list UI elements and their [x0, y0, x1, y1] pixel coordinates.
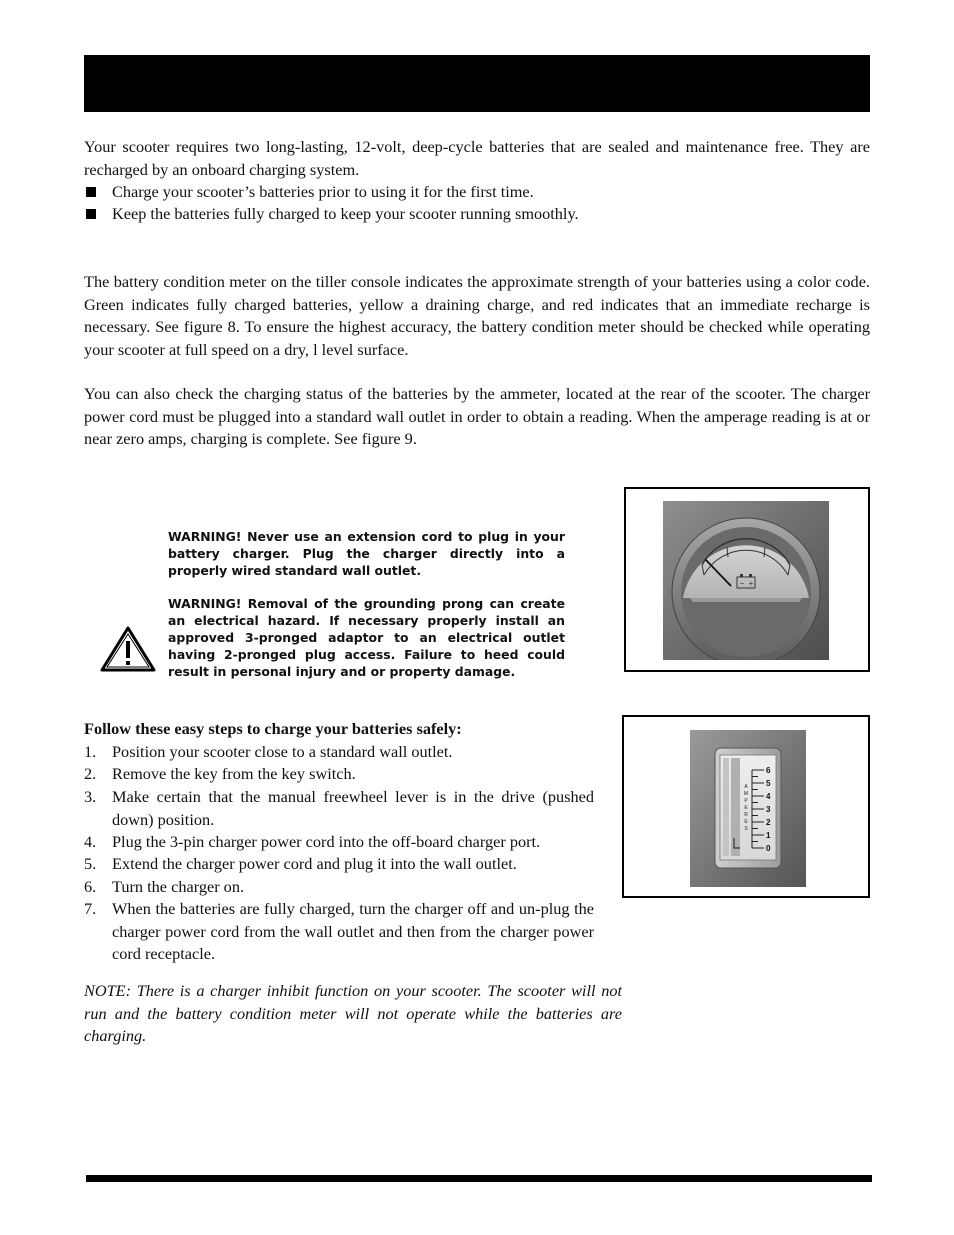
ammeter-scale-label: 1 [766, 831, 771, 840]
battery-plus-symbol: + [748, 579, 754, 588]
list-item [84, 763, 594, 786]
step-number: 3. [84, 787, 97, 806]
step-text: Plug the 3-pin charger power cord into the off-board charger port. [112, 832, 541, 851]
step-number: 2. [84, 764, 97, 783]
list-item [84, 876, 594, 899]
bullet-text: Keep the batteries fully charged to keep your scooter running smoothly. [112, 204, 579, 223]
charger-inhibit-note: NOTE: There is a charger inhibit function on your scooter. The scooter will not run and the battery condition meter will not operate while the batteries are charging. [84, 981, 622, 1045]
step-number: 1. [84, 742, 97, 761]
step-number: 6. [84, 877, 97, 896]
list-item [84, 898, 594, 966]
warning-grounding-prong: WARNING! Removal of the grounding prong can create an electrical hazard. If necessary properly install an approved 3-pronged adaptor to an electrical outlet having 2-pronged plug access. Failure to heed could result in personal injury and or property damage. [168, 596, 565, 679]
list-item [84, 741, 594, 764]
intro-paragraph: Your scooter requires two long-lasting, 12-volt, deep-cycle batteries that are sealed and maintenance free. They are recharged by an onboard charging system. [84, 137, 870, 179]
battery-meter-paragraph: The battery condition meter on the tiller console indicates the approximate strength of your batteries using a color code. Green indicates fully charged batteries, yellow a draining charge, and red indicates that an immediate recharge is necessary. See figure 8. To ensure the highest accuracy, the battery condition meter should be checked while operating your scooter at full speed on a dry, l level surface. [84, 272, 870, 359]
warning-extension-cord: WARNING! Never use an extension cord to plug in your battery charger. Plug the charger directly into a properly wired standard wall outlet. [168, 529, 565, 578]
battery-meter-figure [624, 487, 870, 672]
warning-triangle-icon [100, 626, 156, 672]
steps-heading: Follow these easy steps to charge your batteries safely: [84, 719, 462, 738]
bullet-square-icon [86, 187, 96, 197]
ammeter-scale-label: 2 [766, 818, 771, 827]
ammeter-figure [622, 715, 870, 898]
ammeter-gauge [690, 730, 806, 887]
ammeter-scale-label: 3 [766, 805, 771, 814]
bullet-square-icon [86, 209, 96, 219]
bullet-text: Charge your scooter’s batteries prior to using it for the first time. [112, 182, 534, 201]
step-text: Turn the charger on. [112, 877, 245, 896]
ammeter-unit-label: AMPERES [743, 784, 749, 833]
step-text: Make certain that the manual freewheel lever is in the drive (pushed down) position. [112, 787, 594, 829]
step-number: 5. [84, 854, 97, 873]
ammeter-scale-label: 0 [766, 844, 771, 853]
ammeter-paragraph: You can also check the charging status of the batteries by the ammeter, located at the rear of the scooter. The charger power cord must be plugged into a standard wall outlet in order to obtain a reading. When the amperage reading is at or near zero amps, charging is complete. See figure 9. [84, 384, 870, 448]
battery-meter-gauge [663, 501, 829, 660]
step-text: When the batteries are fully charged, turn the charger off and un-plug the charger power cord from the wall outlet and then from the charger power cord receptacle. [112, 899, 594, 963]
step-text: Extend the charger power cord and plug it into the wall outlet. [112, 854, 517, 873]
step-text: Remove the key from the key switch. [112, 764, 356, 783]
ammeter-scale-label: 4 [766, 792, 771, 801]
list-item [84, 831, 594, 854]
list-item [84, 181, 870, 204]
list-item [84, 203, 870, 226]
step-number: 7. [84, 899, 97, 918]
step-number: 4. [84, 832, 97, 851]
page-footer-bar [86, 1175, 872, 1182]
ammeter-scale-label: 5 [766, 779, 771, 788]
list-item [84, 786, 594, 831]
list-item [84, 853, 594, 876]
section-header-bar [84, 55, 870, 112]
battery-minus-symbol: − [739, 579, 745, 588]
step-text: Position your scooter close to a standard wall outlet. [112, 742, 453, 761]
ammeter-scale-label: 6 [766, 766, 771, 775]
